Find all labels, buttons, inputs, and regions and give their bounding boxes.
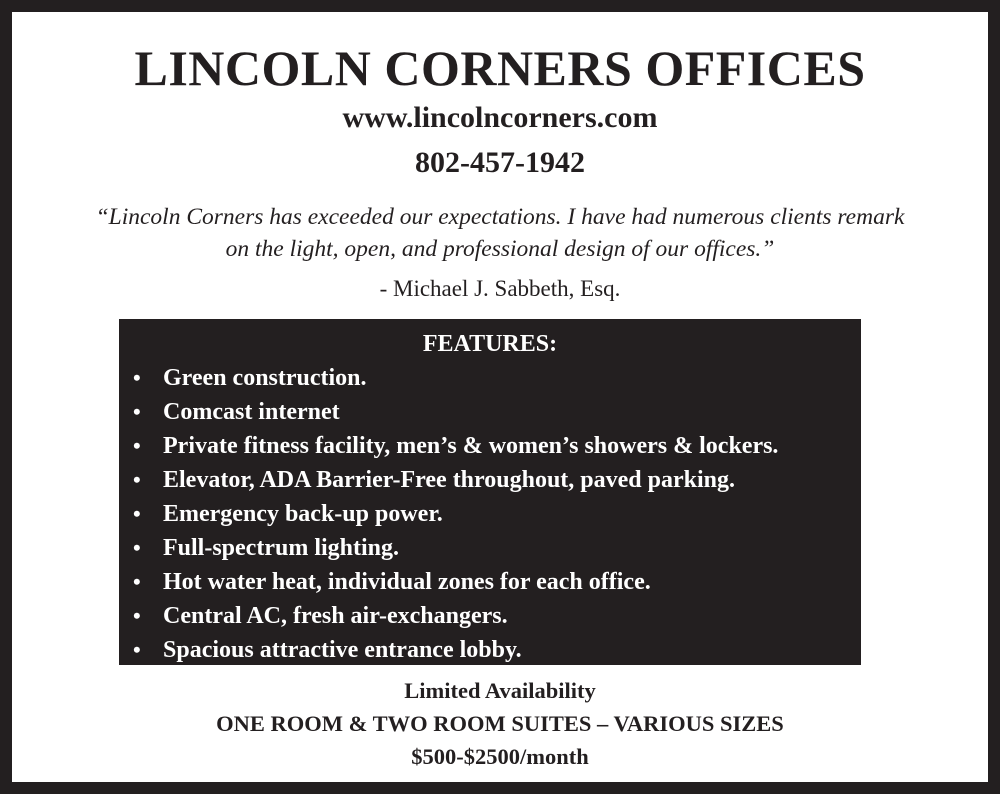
- price-range: $500-$2500/month: [411, 744, 589, 769]
- feature-item: [133, 531, 855, 565]
- bullet-icon: •: [133, 535, 141, 560]
- website-url: www.lincolncorners.com: [342, 101, 658, 134]
- bullet-icon: •: [133, 569, 141, 594]
- feature-text: Spacious attractive entrance lobby.: [163, 637, 522, 663]
- feature-item: [133, 463, 855, 497]
- feature-item: [133, 497, 855, 531]
- bullet-icon: •: [133, 603, 141, 628]
- quote-attribution: - Michael J. Sabbeth, Esq.: [379, 276, 621, 301]
- feature-text: Comcast internet: [163, 399, 340, 425]
- feature-text: Full-spectrum lighting.: [163, 535, 400, 561]
- quote-line-2: on the light, open, and professional design of our offices.”: [225, 236, 775, 262]
- availability-note: Limited Availability: [404, 678, 596, 703]
- feature-text: Private fitness facility, men’s & women’s showers & lockers.: [163, 433, 779, 459]
- feature-text: Central AC, fresh air-exchangers.: [163, 603, 508, 629]
- bullet-icon: •: [133, 365, 141, 390]
- feature-item: [133, 395, 855, 429]
- bullet-icon: •: [133, 399, 141, 424]
- bullet-icon: •: [133, 501, 141, 526]
- feature-item: [133, 361, 855, 395]
- phone-number: 802-457-1942: [415, 146, 585, 179]
- feature-text: Hot water heat, individual zones for each office.: [163, 569, 651, 595]
- ad-title: LINCOLN CORNERS OFFICES: [134, 40, 866, 96]
- bullet-icon: •: [133, 637, 141, 662]
- feature-item: [133, 565, 855, 599]
- feature-item: [133, 599, 855, 633]
- features-box: [119, 319, 861, 665]
- feature-text: Elevator, ADA Barrier-Free throughout, paved parking.: [163, 467, 735, 493]
- feature-text: Green construction.: [163, 365, 367, 391]
- bullet-icon: •: [133, 467, 141, 492]
- features-heading: FEATURES:: [422, 331, 558, 357]
- testimonial-quote: [32, 201, 968, 265]
- feature-item: [133, 429, 855, 463]
- bullet-icon: •: [133, 433, 141, 458]
- quote-line-1: “Lincoln Corners has exceeded our expectations. I have had numerous clients remark: [95, 204, 905, 230]
- features-list: [133, 361, 855, 667]
- feature-text: Emergency back-up power.: [163, 501, 443, 527]
- advertisement: [12, 12, 988, 782]
- suites-info: ONE ROOM & TWO ROOM SUITES – VARIOUS SIZES: [216, 711, 784, 736]
- feature-item: [133, 633, 855, 667]
